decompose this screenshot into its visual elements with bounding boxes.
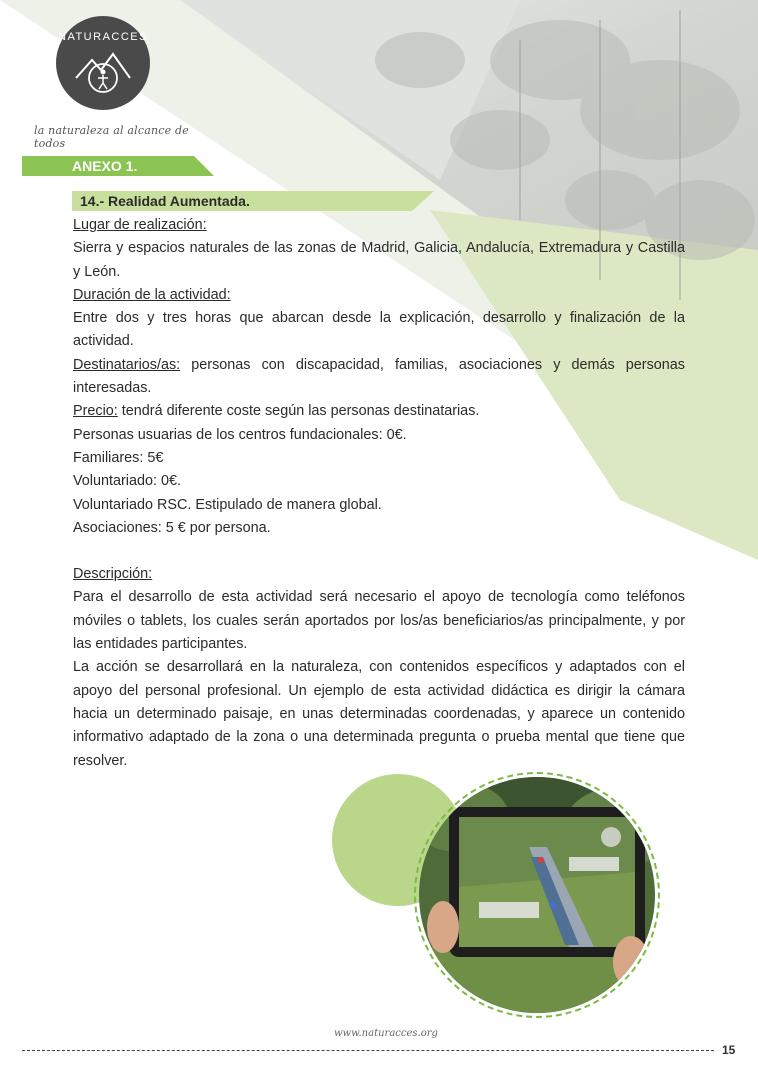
duracion-text: Entre dos y tres horas que abarcan desde la explicación, desarrollo y finalización de la actividad. — [73, 310, 685, 350]
duracion-label: Duración de la actividad: — [73, 286, 231, 303]
annex-heading: ANEXO 1. — [72, 158, 138, 174]
ar-tablet-photo — [419, 777, 655, 1013]
logo-brand-text: NATURACCES — [58, 31, 148, 43]
footer-divider — [22, 1050, 714, 1051]
precio-item: Voluntariado RSC. Estipulado de manera global. — [73, 496, 382, 513]
section-heading: 14.- Realidad Aumentada. — [80, 193, 250, 209]
precio-item: Personas usuarias de los centros fundacionales: 0€. — [73, 426, 407, 443]
descripcion-label: Descripción: — [73, 566, 153, 583]
section-heading-band — [72, 191, 434, 211]
tagline: la naturaleza al alcance de todos — [34, 124, 189, 150]
descripcion-paragraph-1: Para el desarrollo de esta actividad será necesario el apoyo de tecnología como teléfonos móviles o tablets, los cuales serán aportados por los/as beneficiarios/as principalmente, y por las entidades participantes. — [73, 589, 685, 653]
lugar-text: Sierra y espacios naturales de las zonas de Madrid, Galicia, Andalucía, Extremadura y Castilla y León. — [73, 240, 685, 280]
annex-heading-band — [22, 156, 214, 176]
destinatarios-paragraph — [73, 354, 685, 401]
precio-item: Familiares: 5€ — [73, 449, 164, 466]
precio-paragraph — [73, 400, 685, 423]
body-content — [73, 214, 685, 773]
logo — [56, 16, 150, 110]
descripcion-paragraph-2: La acción se desarrollará en la naturaleza, con contenidos específicos y adaptados con el apoyo del personal profesional. Un ejemplo de esta actividad didáctica es dirigir la cámara hacia un determinado paisaje, en unas determinadas coordenadas, y aparece un contenido informativo adaptado de la zona o una determinada pregunta o prueba mental que tiene que resolver. — [73, 659, 685, 769]
page-number: 15 — [722, 1043, 736, 1057]
precio-text: tendrá diferente coste según las personas destinatarias. — [117, 403, 480, 420]
destinatarios-text: personas con discapacidad, familias, asociaciones y demás personas interesadas. — [73, 356, 685, 397]
precio-item: Asociaciones: 5 € por persona. — [73, 519, 271, 536]
website-signature: www.naturacces.org — [334, 1028, 438, 1039]
lugar-label: Lugar de realización: — [73, 217, 207, 233]
precio-label: Precio: — [73, 403, 118, 420]
precio-item: Voluntariado: 0€. — [73, 473, 182, 490]
destinatarios-label: Destinatarios/as: — [73, 356, 181, 373]
